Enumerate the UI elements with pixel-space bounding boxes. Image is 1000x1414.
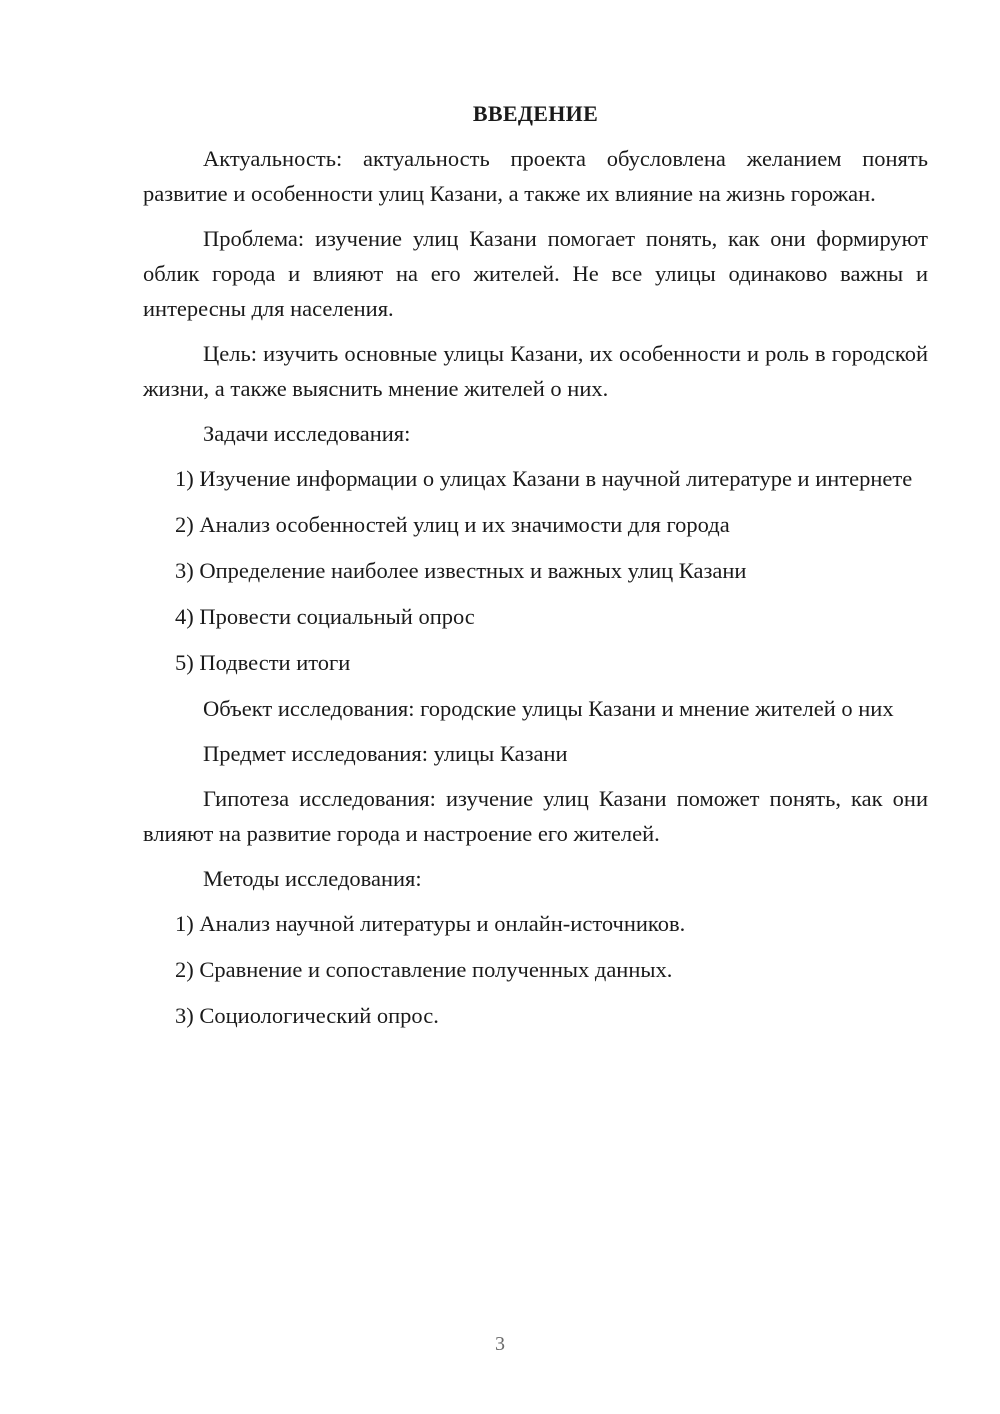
- goal-paragraph: Цель: изучить основные улицы Казани, их особенности и роль в городской жизни, а также выяснить мнение жителей о них.: [143, 341, 928, 401]
- task-item-2: 2) Анализ особенностей улиц и их значимости для города: [175, 512, 730, 537]
- page-content: [143, 96, 928, 1044]
- object-paragraph: Объект исследования: городские улицы Казани и мнение жителей о них: [203, 696, 894, 721]
- methods-heading: Методы исследования:: [203, 866, 422, 891]
- section-title: ВВЕДЕНИЕ: [472, 101, 599, 126]
- hypothesis-paragraph: Гипотеза исследования: изучение улиц Казани поможет понять, как они влияют на развитие города и настроение его жителей.: [143, 786, 928, 846]
- task-item-1: 1) Изучение информации о улицах Казани в научной литературе и интернете: [175, 466, 913, 491]
- problem-paragraph: Проблема: изучение улиц Казани помогает понять, как они формируют облик города и влияют на его жителей. Не все улицы одинаково важны и интересны для населения.: [143, 226, 928, 321]
- task-item-4: 4) Провести социальный опрос: [175, 604, 475, 629]
- method-item-1: 1) Анализ научной литературы и онлайн-источников.: [175, 911, 686, 936]
- relevance-paragraph: Актуальность: актуальность проекта обусловлена желанием понять развитие и особенности улиц Казани, а также их влияние на жизнь горожан.: [143, 146, 928, 206]
- method-item-3: 3) Социологический опрос.: [175, 1003, 439, 1028]
- subject-paragraph: Предмет исследования: улицы Казани: [203, 741, 568, 766]
- task-item-3: 3) Определение наиболее известных и важных улиц Казани: [175, 558, 747, 583]
- page-number: 3: [495, 1333, 505, 1355]
- tasks-heading: Задачи исследования:: [203, 421, 411, 446]
- task-item-5: 5) Подвести итоги: [175, 650, 351, 675]
- method-item-2: 2) Сравнение и сопоставление полученных данных.: [175, 957, 673, 982]
